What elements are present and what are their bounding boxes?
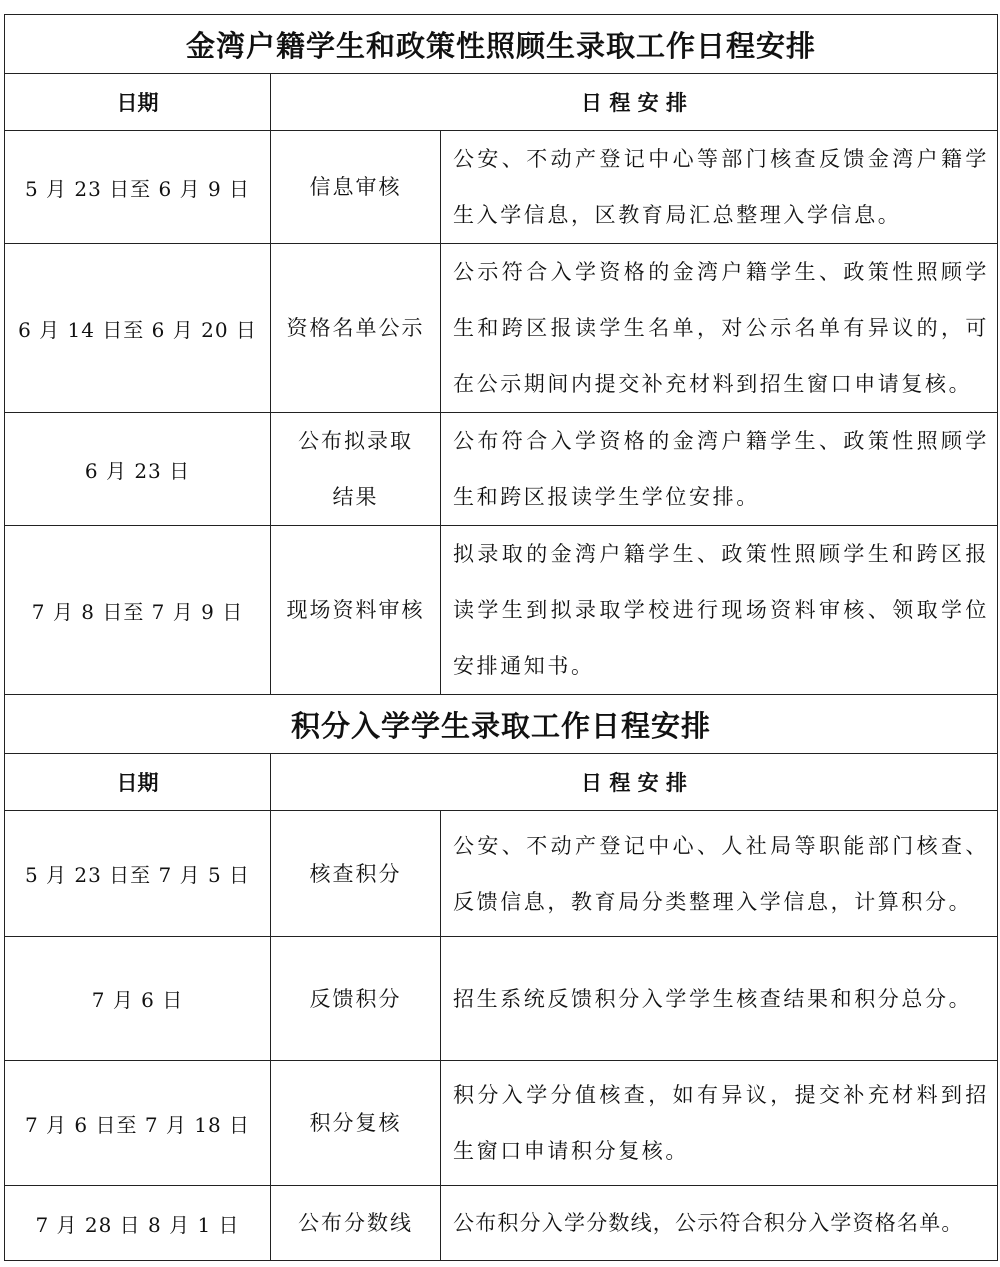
row-item: 反馈积分 bbox=[271, 937, 441, 1061]
row-item: 信息审核 bbox=[271, 131, 441, 244]
row-item: 积分复核 bbox=[271, 1061, 441, 1186]
section1-header-date: 日期 bbox=[5, 74, 271, 131]
schedule-table bbox=[4, 14, 998, 1261]
table-row bbox=[5, 131, 998, 244]
section2-header-date: 日期 bbox=[5, 754, 271, 811]
row-date: 7 月 6 日 bbox=[5, 937, 271, 1061]
row-description: 拟录取的金湾户籍学生、政策性照顾学生和跨区报读学生到拟录取学校进行现场资料审核、领取学位安排通知书。 bbox=[441, 526, 998, 695]
table-row bbox=[5, 526, 998, 695]
row-description: 公安、不动产登记中心、人社局等职能部门核查、反馈信息，教育局分类整理入学信息，计算积分。 bbox=[441, 811, 998, 937]
row-description: 公布符合入学资格的金湾户籍学生、政策性照顾学生和跨区报读学生学位安排。 bbox=[441, 413, 998, 526]
section2-title-row bbox=[5, 695, 998, 754]
row-description: 公示符合入学资格的金湾户籍学生、政策性照顾学生和跨区报读学生名单，对公示名单有异议的，可在公示期间内提交补充材料到招生窗口申请复核。 bbox=[441, 244, 998, 413]
table-row bbox=[5, 1186, 998, 1261]
table-row bbox=[5, 244, 998, 413]
section2-header-row bbox=[5, 754, 998, 811]
row-date: 6 月 23 日 bbox=[5, 413, 271, 526]
row-description: 公布积分入学分数线，公示符合积分入学资格名单。 bbox=[441, 1186, 998, 1261]
row-date: 7 月 28 日 8 月 1 日 bbox=[5, 1186, 271, 1261]
row-date: 7 月 8 日至 7 月 9 日 bbox=[5, 526, 271, 695]
row-date: 7 月 6 日至 7 月 18 日 bbox=[5, 1061, 271, 1186]
row-item: 现场资料审核 bbox=[271, 526, 441, 695]
row-description: 积分入学分值核查，如有异议，提交补充材料到招生窗口申请积分复核。 bbox=[441, 1061, 998, 1186]
schedule-document bbox=[4, 14, 997, 1261]
row-item: 公布分数线 bbox=[271, 1186, 441, 1261]
section1-title-row bbox=[5, 15, 998, 74]
table-row bbox=[5, 413, 998, 526]
row-item: 资格名单公示 bbox=[271, 244, 441, 413]
row-description: 招生系统反馈积分入学学生核查结果和积分总分。 bbox=[441, 937, 998, 1061]
row-description: 公安、不动产登记中心等部门核查反馈金湾户籍学生入学信息，区教育局汇总整理入学信息。 bbox=[441, 131, 998, 244]
row-date: 5 月 23 日至 7 月 5 日 bbox=[5, 811, 271, 937]
table-row bbox=[5, 811, 998, 937]
section1-title: 金湾户籍学生和政策性照顾生录取工作日程安排 bbox=[5, 15, 998, 74]
row-date: 5 月 23 日至 6 月 9 日 bbox=[5, 131, 271, 244]
section2-title: 积分入学学生录取工作日程安排 bbox=[5, 695, 998, 754]
section1-header-row bbox=[5, 74, 998, 131]
section1-header-schedule: 日 程 安 排 bbox=[271, 74, 998, 131]
row-item: 核查积分 bbox=[271, 811, 441, 937]
section2-header-schedule: 日 程 安 排 bbox=[271, 754, 998, 811]
table-row bbox=[5, 1061, 998, 1186]
row-date: 6 月 14 日至 6 月 20 日 bbox=[5, 244, 271, 413]
table-row bbox=[5, 937, 998, 1061]
row-item: 公布拟录取结果 bbox=[271, 413, 441, 526]
